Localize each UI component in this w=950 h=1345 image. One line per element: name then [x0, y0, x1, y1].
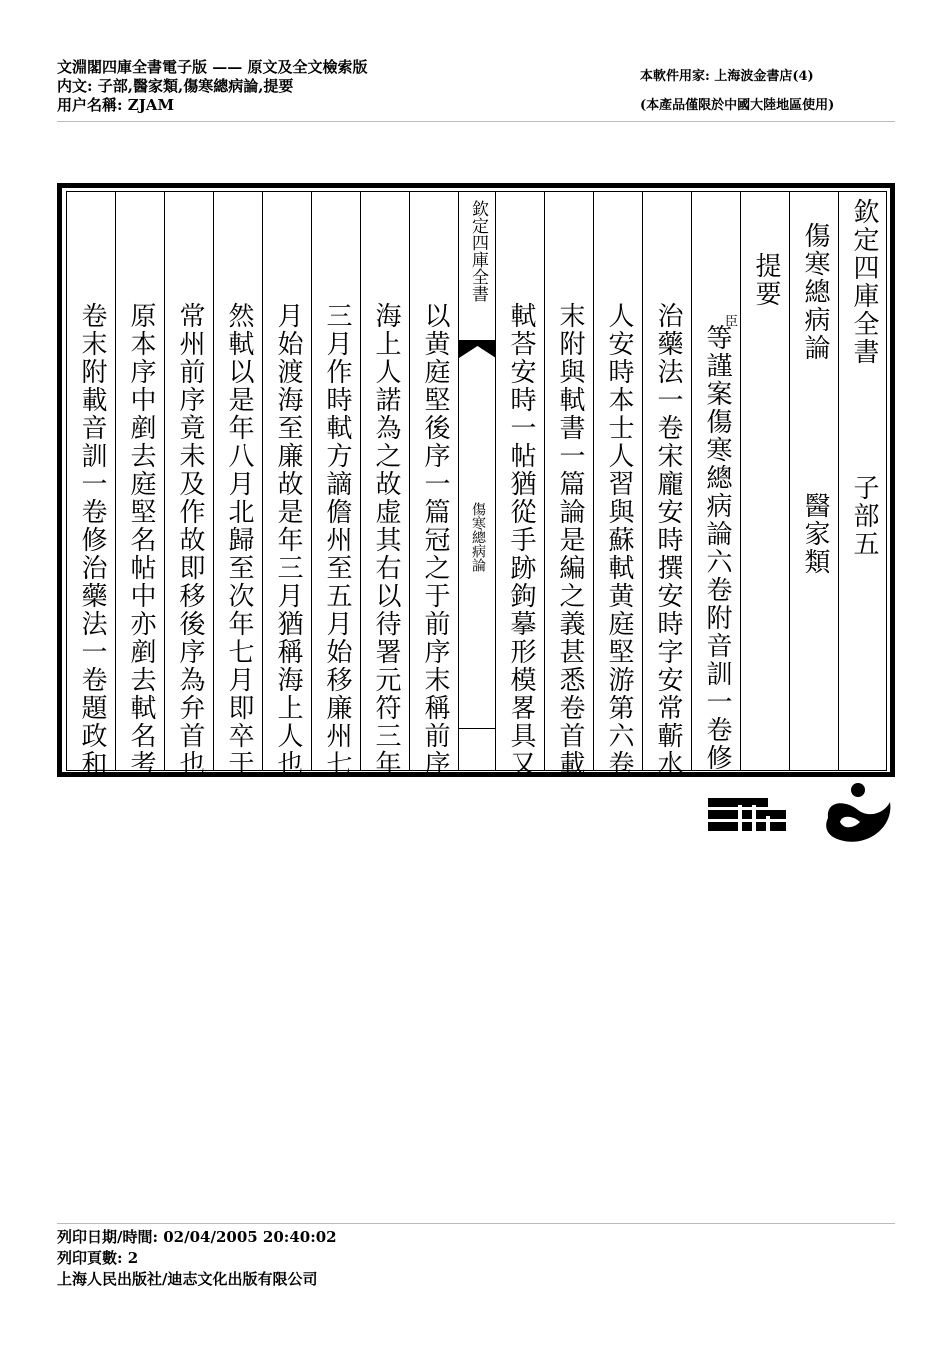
tiyao-heading: 提要: [751, 252, 781, 308]
center-book-name: 傷寒總病論: [470, 502, 486, 572]
print-page-count: 列印頁數: 2: [57, 1249, 139, 1267]
print-date: 列印日期/時間: 02/04/2005 20:40:02: [57, 1228, 337, 1246]
text-line: 原本序中剷去庭堅名帖中亦剷去軾名考: [126, 302, 156, 778]
text-column-8: [311, 192, 360, 778]
text-line: 治藥法一卷宋龐安時撰安時字安常蘄水: [653, 302, 683, 778]
column-book-name: [789, 192, 838, 770]
column-book-title: [838, 192, 887, 770]
text-line: 三月作時軾方謫儋州至五月始移廉州七: [322, 302, 352, 778]
text-column-7: [360, 192, 409, 778]
chen-mark: 臣: [722, 314, 737, 327]
center-series-title: 欽定四庫全書: [468, 200, 488, 302]
text-line: 等謹案傷寒總病論六卷附音訓一卷修: [702, 324, 732, 772]
text-column-4: [544, 192, 593, 778]
text-line: 月始渡海至廉故是年三月猶稱海上人也: [273, 302, 303, 778]
text-column-1: [691, 192, 740, 770]
text-column-5: [495, 192, 544, 778]
text-column-3: [593, 192, 642, 778]
header-content-path: 内文: 子部,醫家類,傷寒總病論,提要: [57, 77, 294, 95]
footer-divider: [57, 1223, 895, 1224]
text-column-10: [213, 192, 262, 778]
page-frame: [57, 183, 895, 777]
text-column-11: [164, 192, 213, 778]
footer: [57, 1227, 337, 1290]
publisher-credit: 上海人民出版社/迪志文化出版有限公司: [57, 1270, 318, 1288]
text-line: 然軾以是年八月北歸至次年七月即卒于: [224, 302, 254, 778]
header-region-note: (本產品僅限於中國大陸地區使用): [640, 98, 835, 113]
text-line: 末附與軾書一篇論是編之義甚悉卷首載: [555, 302, 585, 778]
text-column-2: [642, 192, 691, 778]
publisher-logo-icon: [708, 778, 900, 850]
text-line: 海上人諾為之故虚其右以待署元符三年: [371, 302, 401, 778]
column-tiyao: [740, 192, 789, 770]
text-line: 卷末附載音訓一卷修治藥法一卷題政和: [77, 302, 107, 778]
fishtail-icon: [459, 340, 496, 358]
header-left: [57, 58, 367, 115]
page-inner-border: [66, 191, 887, 778]
book-series-title: 欽定四庫全書: [849, 198, 879, 366]
header-right: [640, 62, 834, 120]
text-column-13: [67, 192, 116, 778]
center-fold-column: [458, 192, 495, 770]
center-rule: [459, 728, 496, 729]
section-label: 子部五: [849, 474, 879, 558]
text-line: 常州前序竟未及作故即移後序為弁首也: [175, 302, 205, 778]
text-line: 人安時本士人習與蘇軾黄庭堅游第六卷: [604, 302, 634, 778]
text-line: 以黄庭堅後序一篇冠之于前序末稱前序: [420, 302, 450, 778]
category-label: 醫家類: [800, 492, 830, 576]
book-name: 傷寒總病論: [800, 222, 830, 362]
text-column-12: [115, 192, 164, 778]
text-line: 軾荅安時一帖猶從手跡鉤摹形模畧具又: [506, 302, 536, 778]
header-licensee: 本軟件用家: 上海波金書店(4): [640, 69, 814, 84]
text-column-9: [262, 192, 311, 778]
header-user: 用户名稱: ZJAM: [57, 96, 175, 114]
text-column-6: [409, 192, 458, 778]
header-divider: [57, 121, 895, 122]
header-title: 文淵閣四庫全書電子版 —— 原文及全文檢索版: [57, 58, 368, 76]
